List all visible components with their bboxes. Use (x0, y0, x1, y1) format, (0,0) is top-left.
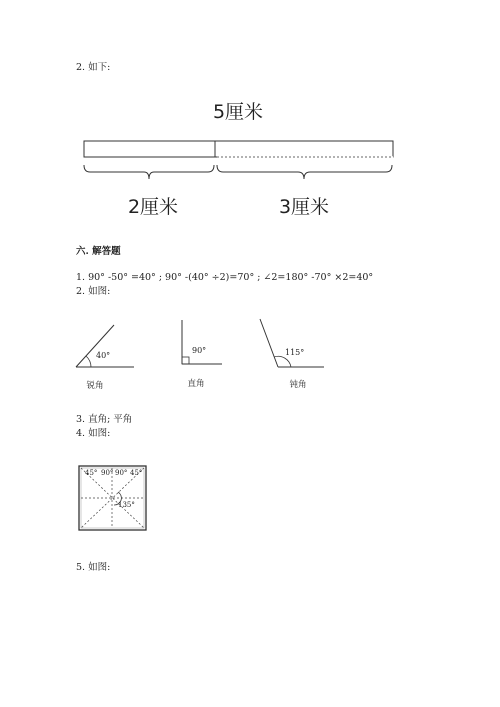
answer-1: 1. 90° -50° =40° ; 90° -(40° ÷2)=70° ; ∠2=180° -70° ×2=40° (76, 272, 374, 283)
item2-heading: 2. 如下: (76, 62, 111, 73)
answer-5-heading: 5. 如图: (76, 562, 111, 573)
acute-angle-degree: 40° (96, 351, 111, 360)
answer-4-heading: 4. 如图: (76, 428, 111, 439)
right-angle-degree: 90° (192, 346, 207, 355)
answer-2-heading: 2. 如图: (76, 286, 111, 297)
acute-angle-caption: 锐角 (86, 381, 104, 391)
fold-label-3: 90° (115, 469, 128, 477)
section-title: 六. 解答题 (76, 246, 121, 257)
right-angle-caption: 直角 (187, 379, 205, 389)
total-length-label: 5厘米 (212, 101, 264, 123)
answer-3: 3. 直角; 平角 (76, 414, 133, 425)
right-length-label: 3厘米 (278, 196, 330, 218)
obtuse-angle-caption: 钝角 (289, 380, 307, 390)
center-angle-label: 135° (118, 501, 135, 509)
obtuse-angle-degree: 115° (285, 348, 305, 357)
fold-label-4: 45° (130, 469, 143, 477)
fold-label-2: 90° (101, 469, 114, 477)
fold-label-1: 45° (85, 469, 98, 477)
left-length-label: 2厘米 (127, 196, 179, 218)
